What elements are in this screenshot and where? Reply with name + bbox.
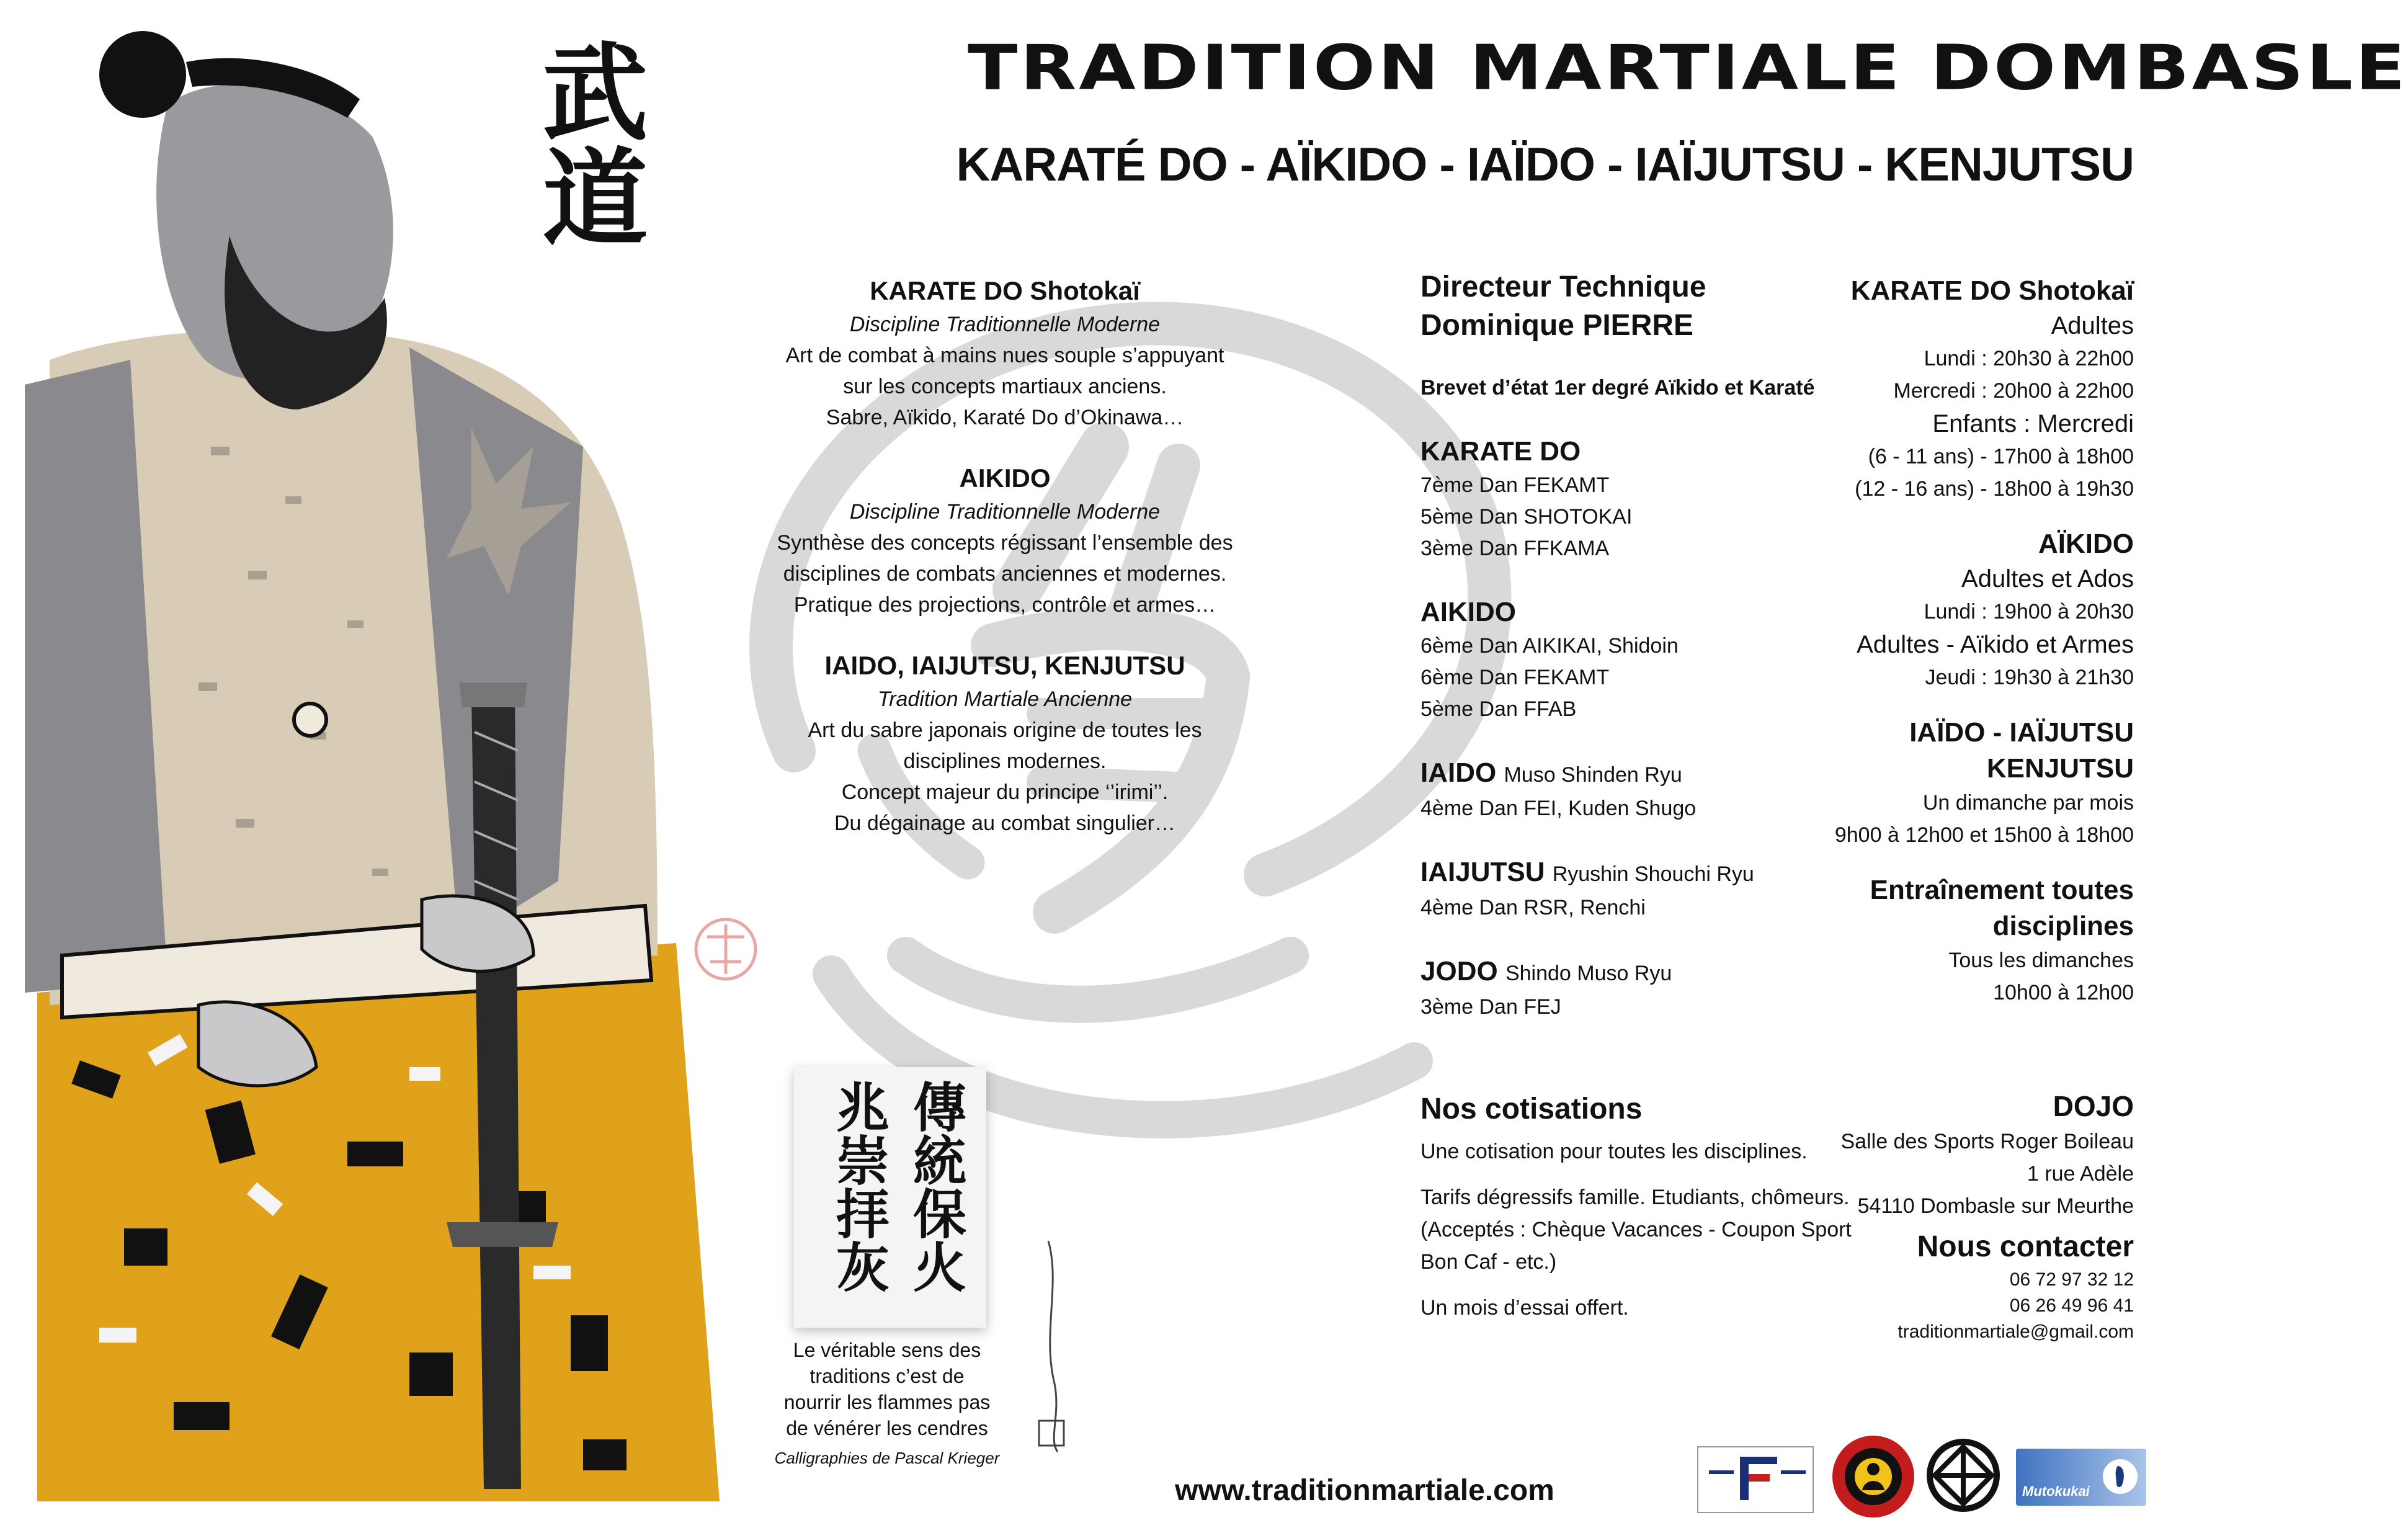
discipline-karate — [763, 273, 1247, 433]
schedule-heading: KARATE DO Shotokaï — [1850, 275, 2134, 306]
dojo-address-line: 54110 Dombasle sur Meurthe — [1857, 1194, 2134, 1218]
dojo-block — [1799, 1087, 2134, 1222]
mutokukai-label: Mutokukai — [2022, 1483, 2090, 1499]
schedule-line: Tous les dimanches — [1948, 949, 2134, 972]
grade-heading: AIKIDO — [1420, 597, 1516, 627]
samurai-illustration — [25, 12, 788, 1514]
schedule-heading: KENJUTSU — [1986, 753, 2134, 784]
schedule-heading: AÏKIDO — [2038, 529, 2134, 559]
discipline-line: Art du sabre japonais origine de toutes les — [808, 718, 1202, 742]
traditional-karate-federation-logo-icon — [1830, 1433, 1917, 1520]
grade-heading: KARATE DO — [1420, 436, 1581, 467]
federation-logo-icon — [1697, 1446, 1814, 1514]
discipline-line: Synthèse des concepts régissant l’ensemble des — [777, 531, 1233, 555]
discipline-line: Concept majeur du principe ‘’irimi’’. — [841, 780, 1169, 804]
director-brevet: Brevet d’état 1er degré Aïkido et Karaté — [1420, 376, 1815, 400]
cotisation-tarifs: Tarifs dégressifs famille. Etudiants, chômeurs. (Acceptés : Chèque Vacances - Coupon Sport Bon Caf - etc.) — [1420, 1186, 1852, 1274]
discipline-line: Art de combat à mains nues souple s’appuyant — [785, 344, 1224, 367]
schedule-line: 9h00 à 12h00 et 15h00 à 18h00 — [1834, 823, 2134, 847]
director-title: Directeur Technique — [1420, 270, 1706, 303]
discipline-line: Pratique des projections, contrôle et armes… — [793, 593, 1216, 617]
disciplines-column — [763, 273, 1247, 866]
discipline-kind: Discipline Traditionnelle Moderne — [849, 500, 1161, 524]
grade-line: 6ème Dan AIKIKAI, Shidoin — [1420, 634, 1679, 658]
schedule-group: Adultes — [2051, 312, 2134, 339]
discipline-line: sur les concepts martiaux anciens. — [843, 375, 1167, 398]
schedule-line: (12 - 16 ans) - 18h00 à 19h30 — [1855, 477, 2134, 501]
discipline-title: AIKIDO — [959, 463, 1051, 493]
grade-line: 5ème Dan FFAB — [1420, 697, 1577, 721]
calligraphy-card — [794, 1067, 986, 1328]
discipline-title: IAIDO, IAIJUTSU, KENJUTSU — [824, 651, 1185, 680]
contact-email[interactable]: traditionmartiale@gmail.com — [1897, 1321, 2134, 1342]
schedule-heading: disciplines — [1992, 911, 2134, 941]
schedule-group: Enfants : Mercredi — [1932, 410, 2134, 437]
grade-school: Ryushin Shouchi Ryu — [1552, 862, 1754, 886]
schedule-heading: Entraînement toutes — [1870, 875, 2134, 905]
grade-line: 3ème Dan FFKAMA — [1420, 537, 1610, 560]
grade-heading: IAIJUTSU Ryushin Shouchi Ryu — [1420, 857, 1754, 887]
calligraphy-column-right: 傳統保火 — [904, 1080, 966, 1293]
contact-title: Nous contacter — [1917, 1230, 2134, 1263]
schedule-line: Un dimanche par mois — [1922, 791, 2134, 815]
mutokukai-logo — [2016, 1449, 2146, 1506]
quote-text: Le véritable sens des traditions c’est de nourrir les flammes pas de vénérer les cendres — [783, 1339, 991, 1439]
grade-line: 5ème Dan SHOTOKAI — [1420, 505, 1633, 529]
schedule-line: Lundi : 20h30 à 22h00 — [1924, 347, 2134, 370]
contact-phone[interactable]: 06 72 97 32 12 — [2009, 1269, 2134, 1290]
schedule-group: Adultes - Aïkido et Armes — [1857, 631, 2134, 658]
schedule-line: Jeudi : 19h30 à 21h30 — [1925, 666, 2134, 689]
schedule-line: Mercredi : 20h00 à 22h00 — [1893, 379, 2134, 403]
grade-line: 4ème Dan RSR, Renchi — [1420, 896, 1646, 919]
dojo-address-line: Salle des Sports Roger Boileau — [1840, 1130, 2134, 1153]
grade-line: 4ème Dan FEI, Kuden Shugo — [1420, 797, 1697, 820]
discipline-line: disciplines de combats anciennes et modernes. — [783, 562, 1227, 586]
grade-line: 7ème Dan FEKAMT — [1420, 473, 1610, 497]
website-link[interactable]: www.traditionmartiale.com — [1175, 1474, 1554, 1507]
discipline-aikido — [763, 460, 1247, 620]
schedule-line: 10h00 à 12h00 — [1993, 981, 2134, 1004]
cotisation-line: Une cotisation pour toutes les disciplines. — [1420, 1140, 1808, 1163]
discipline-kind: Tradition Martiale Ancienne — [877, 687, 1133, 711]
discipline-line: disciplines modernes. — [903, 749, 1107, 773]
schedule-heading: IAÏDO - IAÏJUTSU — [1909, 717, 2134, 748]
grade-school: Muso Shinden Ryu — [1504, 763, 1682, 787]
schedule-group: Adultes et Ados — [1961, 565, 2134, 592]
calligraphy-budo: 武道 — [524, 37, 648, 248]
dojo-address-line: 1 rue Adèle — [2027, 1162, 2134, 1186]
calligraphy-column-left: 兆崇拝灰 — [827, 1080, 890, 1293]
grade-line: 3ème Dan FEJ — [1420, 995, 1561, 1019]
grade-line: 6ème Dan FEKAMT — [1420, 666, 1610, 689]
discipline-iaido — [763, 648, 1247, 839]
discipline-line: Sabre, Aïkido, Karaté Do d’Okinawa… — [826, 406, 1184, 429]
contact-phone[interactable]: 06 26 49 96 41 — [2009, 1295, 2134, 1316]
grade-heading: JODO Shindo Muso Ryu — [1420, 956, 1672, 986]
contact-block — [1799, 1227, 2134, 1345]
calligraphy-credit: Calligraphies de Pascal Krieger — [774, 1449, 1000, 1467]
schedule-column — [1799, 273, 2134, 1009]
footprint-icon — [2102, 1455, 2139, 1498]
grade-school: Shindo Muso Ryu — [1505, 962, 1672, 985]
director-name: Dominique PIERRE — [1420, 309, 1694, 342]
schedule-line: Lundi : 19h00 à 20h30 — [1924, 600, 2134, 624]
cotisations-title: Nos cotisations — [1420, 1093, 1643, 1125]
page-subtitle: KARATÉ DO - AÏKIDO - IAÏDO - IAÏJUTSU - KENJUTSU — [956, 138, 2134, 191]
page-title: TRADITION MARTIALE DOMBASLE — [968, 31, 2408, 104]
discipline-line: Du dégainage au combat singulier… — [834, 811, 1175, 835]
kenjutsu-mon-logo-icon — [1926, 1438, 2000, 1513]
schedule-line: (6 - 11 ans) - 17h00 à 18h00 — [1868, 445, 2134, 468]
discipline-kind: Discipline Traditionnelle Moderne — [849, 313, 1161, 336]
grade-heading: IAIDO Muso Shinden Ryu — [1420, 758, 1682, 788]
brush-stroke — [1023, 1235, 1086, 1458]
discipline-title: KARATE DO Shotokaï — [870, 276, 1140, 305]
dojo-title: DOJO — [2053, 1090, 2134, 1122]
cotisation-line: Un mois d’essai offert. — [1420, 1296, 1629, 1320]
